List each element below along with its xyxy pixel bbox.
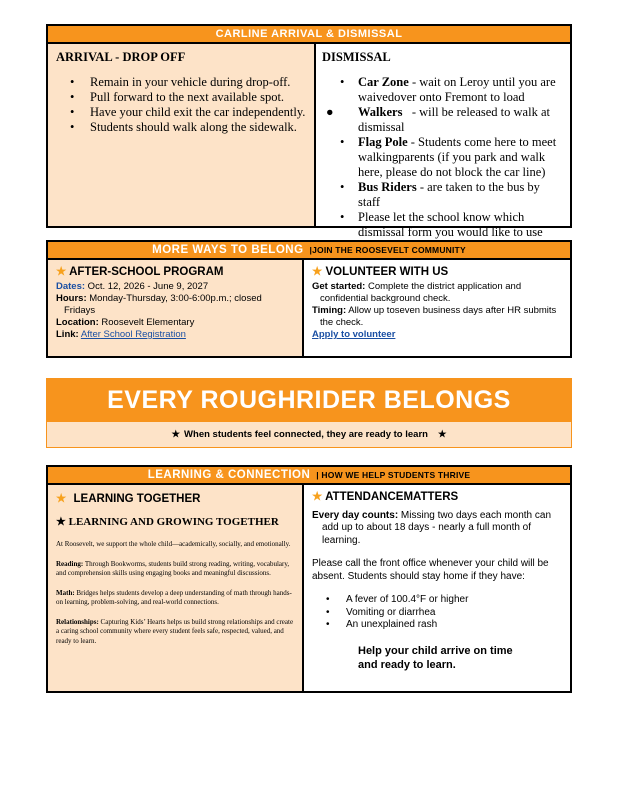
star-icon: ★ [171, 429, 181, 440]
list-item: • A fever of 100.4°F or higher [312, 594, 562, 607]
volunteer-section [304, 260, 570, 356]
attendance-title: ATTENDANCEMATTERS [325, 491, 459, 503]
belong-header [46, 240, 572, 258]
program-title-row [56, 266, 294, 278]
star-icon: ★ [56, 516, 66, 528]
attendance-call: Please call the front office whenever your child will be absent. Students should stay home if they have: [312, 558, 549, 582]
list-item: • Have your child exit the car independently. [56, 105, 306, 120]
program-location: Location: Roosevelt Elementary [56, 317, 195, 328]
attendance-section [304, 485, 570, 691]
star-icon: ★ [56, 493, 67, 505]
program-link-row: Link: After School Registration [56, 329, 186, 340]
banner [46, 378, 572, 448]
carline-header-label: CARLINE ARRIVAL & DISMISSAL [215, 28, 403, 40]
volunteer-timing: Timing: Allow up toseven business days after HR submits the check. [312, 305, 557, 328]
after-school-registration-link[interactable]: After School Registration [80, 329, 186, 340]
apply-to-volunteer-link[interactable]: Apply to volunteer [312, 329, 396, 340]
learning-panel [46, 483, 572, 693]
banner-title-bar [46, 378, 572, 422]
learning-header [46, 465, 572, 483]
volunteer-start: Get started: Complete the district application and confidential background check. [312, 281, 522, 304]
list-item: • Please let the school know which dismissal form you would like to use [340, 210, 543, 239]
list-item: • Remain in your vehicle during drop-off. [56, 75, 306, 90]
list-item: • Bus Riders - are taken to the bus by staff [340, 180, 540, 209]
learning-together-subtitle-row [56, 515, 294, 528]
belong-panel [46, 258, 572, 358]
belong-header-left: MORE WAYS TO BELONG [152, 244, 304, 256]
star-icon: ★ [56, 266, 67, 278]
program-hours: Hours: Monday-Thursday, 3:00-6:00p.m.; closed Fridays [56, 293, 262, 316]
learning-together-section [48, 485, 302, 691]
star-icon: ★ [312, 491, 323, 503]
program-title: AFTER-SCHOOL PROGRAM [69, 266, 224, 278]
program-section [48, 260, 302, 356]
symptom-list [312, 594, 562, 632]
learning-together-subtitle: LEARNING AND GROWING TOGETHER [68, 516, 279, 528]
carline-panel [46, 42, 572, 239]
list-item: • Students should walk along the sidewalk. [56, 120, 306, 135]
list-item: ● Walkers - will be released to walk at dismissal [326, 105, 554, 134]
banner-title: EVERY ROUGHRIDER BELONGS [107, 385, 511, 414]
arrival-section [48, 44, 314, 226]
banner-subtitle-bar [46, 422, 572, 448]
learning-together-title-row [56, 491, 294, 505]
learning-together-body [56, 540, 294, 646]
learning-header-right: | HOW WE HELP STUDENTS THRIVE [316, 470, 471, 480]
volunteer-title-row [312, 266, 562, 278]
star-icon: ★ [312, 266, 323, 278]
arrival-title: ARRIVAL - DROP OFF [56, 50, 186, 64]
attendance-counts: Every day counts: Missing two days each month can add up to about 18 days - nearly a full month of learning. [312, 509, 552, 546]
arrival-list [56, 75, 306, 135]
program-dates: Dates: Oct. 12, 2026 - June 9, 2027 [56, 281, 209, 292]
volunteer-apply-row [312, 329, 562, 341]
volunteer-title: VOLUNTEER WITH US [325, 266, 449, 278]
learning-together-title: LEARNING TOGETHER [73, 493, 201, 505]
attendance-title-row [312, 491, 562, 504]
list-item: • Vomiting or diarrhea [312, 607, 562, 620]
dismissal-title: DISMISSAL [322, 50, 391, 64]
list-item: • Car Zone - wait on Leroy until you are waivedover onto Fremont to load [340, 75, 556, 104]
list-item: • Pull forward to the next available spot. [56, 90, 306, 105]
star-icon: ★ [437, 429, 447, 440]
learning-header-left: LEARNING & CONNECTION [147, 469, 311, 481]
dismissal-list [322, 75, 564, 240]
reading-text: Reading: Through Bookworms, students build strong reading, writing, vocabulary, and comprehension skills using engaging books and meaningful discussions. [56, 559, 290, 577]
list-item: • An unexplained rash [312, 619, 562, 632]
belong-header-right: |JOIN THE ROOSEVELT COMMUNITY [309, 245, 466, 255]
attendance-closing: Help your child arrive on time and ready to learn. [358, 644, 513, 671]
carline-header [46, 24, 572, 42]
relationships-text: Relationships: Capturing Kids’ Hearts helps us build strong relationships and create a caring school community where every student feels safe, respected, valued, and ready to learn. [56, 617, 294, 645]
intro-text: At Roosevelt, we support the whole child—academically, socially, and emotionally. [56, 540, 291, 548]
dismissal-section [316, 44, 570, 239]
list-item: • Flag Pole - Students come here to meet walkingparents (if you park and walk here, please do not block the car line) [340, 135, 557, 179]
banner-subtitle: When students feel connected, they are ready to learn [184, 429, 428, 440]
math-text: Math: Bridges helps students develop a deep understanding of math through hands-on learning, problem-solving, and real-world connections. [56, 588, 292, 606]
